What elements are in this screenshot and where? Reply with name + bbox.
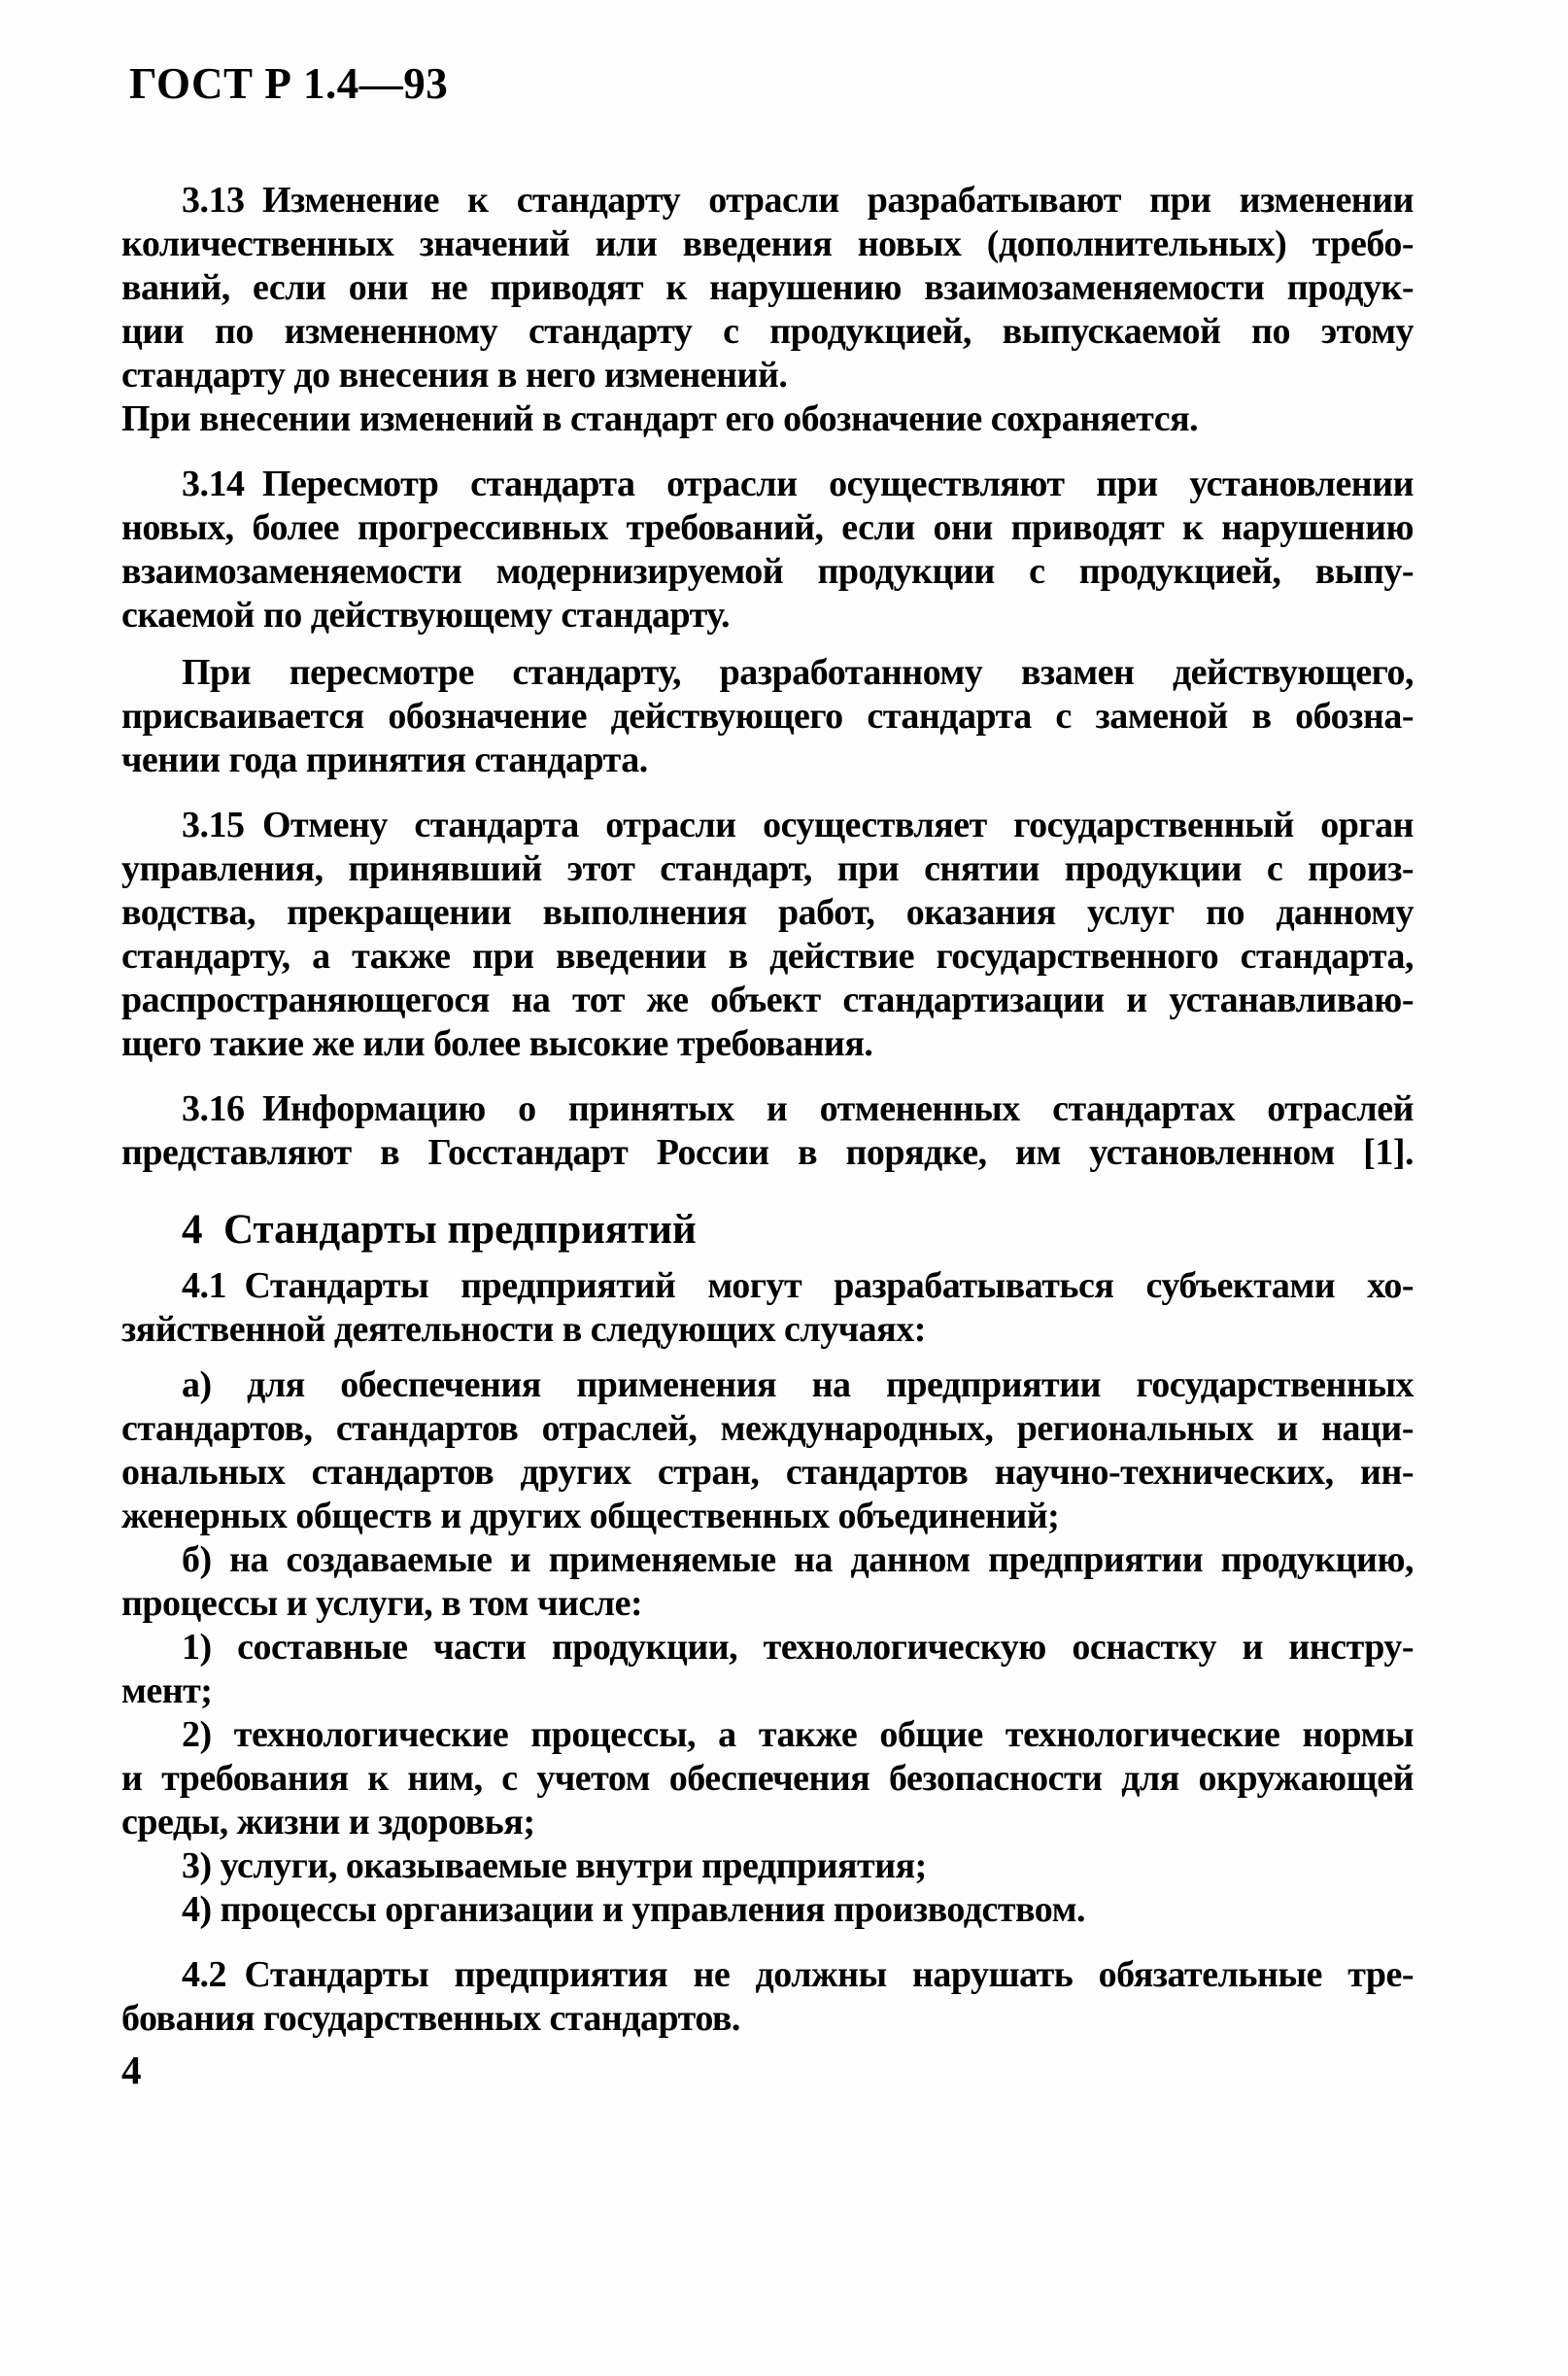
page-number: 4 xyxy=(121,2048,142,2092)
text-line: представляют в Госстандарт России в порядке, им установленном [1]. xyxy=(121,1132,1414,1173)
paragraph xyxy=(121,1713,1414,1844)
text-line: присваивается обозначение действующего стандарта с заменой в обозна- xyxy=(121,696,1414,737)
text-line: распространяющегося на тот же объект стандартизации и устанавливаю- xyxy=(121,980,1414,1020)
text-line: скаемой по действующему стандарту. xyxy=(121,595,730,636)
paragraph xyxy=(121,179,1414,441)
section-heading xyxy=(121,1204,1414,1257)
paragraph xyxy=(121,1087,1414,1175)
paragraph xyxy=(121,1953,1414,2041)
text-line: ваний, если они не приводят к нарушению взаимозаменяемости продук- xyxy=(121,267,1414,308)
text-line: б) на создаваемые и применяемые на данном предприятии продукцию, xyxy=(182,1539,1414,1580)
text-line: 3.13 Изменение к стандарту отрасли разрабатывают при изменении xyxy=(182,180,1414,221)
text-line: 3.15 Отмену стандарта отрасли осуществляет государственный орган xyxy=(182,805,1414,845)
paragraph xyxy=(121,1626,1414,1713)
text-line: стандарту, а также при введении в действие государственного стандарта, xyxy=(121,936,1414,977)
text-line: При внесении изменений в стандарт его обозначение сохраняется. xyxy=(121,398,1199,439)
paragraph xyxy=(121,651,1414,782)
text-line: щего такие же или более высокие требования. xyxy=(121,1023,873,1064)
text-line: процессы и услуги, в том числе: xyxy=(121,1583,643,1624)
text-line: 4.1 Стандарты предприятий могут разрабатываться субъектами хо- xyxy=(182,1265,1414,1306)
text-line: стандарту до внесения в него изменений. xyxy=(121,355,788,396)
paragraph xyxy=(121,804,1414,1066)
paragraph xyxy=(121,1264,1414,1352)
document-body xyxy=(121,179,1414,2041)
text-line: взаимозаменяемости модернизируемой продукции с продукцией, выпу- xyxy=(121,551,1414,592)
text-line: зяйственной деятельности в следующих случаях: xyxy=(121,1309,926,1350)
text-line: мент; xyxy=(121,1670,213,1711)
text-line: водства, прекращении выполнения работ, оказания услуг по данному xyxy=(121,892,1414,933)
text-line: среды, жизни и здоровья; xyxy=(121,1802,535,1842)
text-line: 1) составные части продукции, технологическую оснастку и инстру- xyxy=(182,1627,1414,1668)
text-line: 3.16 Информацию о принятых и отмененных стандартах отраслей xyxy=(182,1088,1414,1129)
text-line: а) для обеспечения применения на предприятии государственных xyxy=(182,1364,1414,1405)
paragraph xyxy=(121,1888,1414,1932)
text-line: 2) технологические процессы, а также общие технологические нормы xyxy=(182,1714,1414,1755)
text-line: женерных обществ и других общественных объединений; xyxy=(121,1496,1060,1536)
standard-number-header: ГОСТ Р 1.4—93 xyxy=(129,59,449,108)
text-line: количественных значений или введения новых (дополнительных) требо- xyxy=(121,224,1414,264)
text-line: чении года принятия стандарта. xyxy=(121,740,648,780)
text-line: 3) услуги, оказываемые внутри предприятия; xyxy=(182,1845,927,1886)
text-line: 4.2 Стандарты предприятия не должны нарушать обязательные тре- xyxy=(182,1954,1414,1995)
paragraph xyxy=(121,1363,1414,1538)
paragraph xyxy=(121,1538,1414,1626)
text-line: ональных стандартов других стран, стандартов научно-технических, ин- xyxy=(121,1452,1414,1493)
text-line: управления, принявший этот стандарт, при снятии продукции с произ- xyxy=(121,848,1414,889)
text-line: бования государственных стандартов. xyxy=(121,1998,740,2039)
text-line: и требования к ним, с учетом обеспечения безопасности для окружающей xyxy=(121,1758,1414,1799)
text-line: 4 Стандарты предприятий xyxy=(182,1207,697,1253)
paragraph xyxy=(121,1844,1414,1888)
text-line: новых, более прогрессивных требований, если они приводят к нарушению xyxy=(121,507,1414,548)
text-line: 3.14 Пересмотр стандарта отрасли осуществляют при установлении xyxy=(182,464,1414,504)
text-line: ции по измененному стандарту с продукцией, выпускаемой по этому xyxy=(121,311,1414,352)
text-line: стандартов, стандартов отраслей, международных, региональных и наци- xyxy=(121,1408,1414,1449)
text-line: 4) процессы организации и управления производством. xyxy=(182,1889,1085,1930)
paragraph xyxy=(121,463,1414,637)
text-line: При пересмотре стандарту, разработанному взамен действующего, xyxy=(182,652,1414,693)
